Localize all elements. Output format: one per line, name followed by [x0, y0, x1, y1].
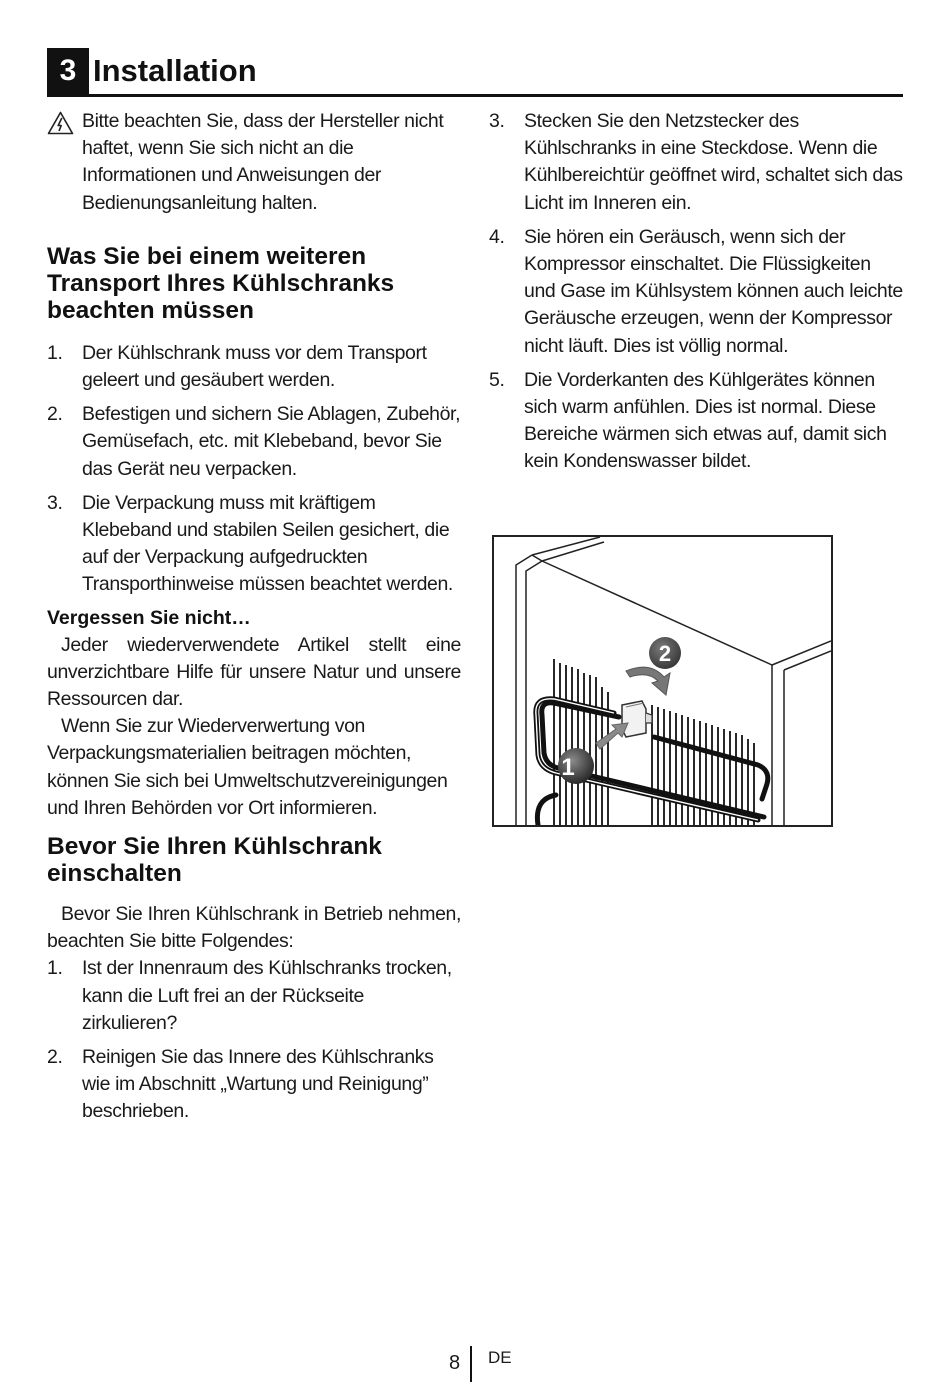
page-number: 8	[449, 1352, 461, 1374]
list-item	[489, 108, 903, 217]
list-text: Ist der Innenraum des Kühlschranks trocken, kann die Luft frei an der Rückseite zirkulieren?	[82, 957, 452, 1034]
list-item	[47, 955, 461, 1037]
list-item	[489, 224, 903, 360]
list-number: 4.	[489, 225, 505, 248]
fridge-cabinet-lines	[516, 537, 831, 825]
forget-paragraph-2: Wenn Sie zur Wiederverwertung von Verpackungsmaterialien beitragen möchten, können Sie sich bei Umweltschutzvereinigungen und Ihren Behörden vor Ort informieren.	[47, 715, 448, 819]
list-item	[489, 367, 903, 476]
rotate-arrow-icon	[626, 667, 670, 695]
chapter-title: Installation	[93, 53, 257, 88]
list-text: Die Vorderkanten des Kühlgerätes können sich warm anfühlen. Dies ist normal. Diese Bereiche wärmen sich etwas auf, damit sich kein Kondenswasser bildet.	[524, 368, 887, 473]
list-item	[47, 1044, 461, 1126]
chapter-number: 3	[47, 48, 89, 94]
fridge-rear-illustration	[492, 535, 833, 827]
list-number: 1.	[47, 341, 63, 364]
list-text: Reinigen Sie das Innere des Kühlschranks wie im Abschnitt „Wartung und Reinigung” beschrieben.	[82, 1046, 434, 1123]
step-2-marker	[649, 637, 681, 669]
list-item	[47, 401, 461, 483]
step-1-marker	[558, 748, 594, 784]
transport-list	[47, 340, 461, 599]
step-1-label: 1	[561, 754, 575, 781]
chapter-header	[47, 48, 903, 97]
before-intro: Bevor Sie Ihren Kühlschrank in Betrieb nehmen, beachten Sie bitte Folgendes:	[47, 903, 461, 953]
warning-note	[47, 108, 461, 217]
list-number: 1.	[47, 957, 63, 980]
left-column	[47, 108, 461, 1126]
forget-heading: Vergessen Sie nicht…	[47, 606, 251, 629]
list-number: 3.	[47, 491, 63, 514]
footer-divider	[470, 1346, 472, 1382]
warning-text: Bitte beachten Sie, dass der Hersteller nicht haftet, wenn Sie sich nicht an die Informationen und Anweisungen der Bedienungsanleitung halten.	[82, 110, 444, 214]
list-item	[47, 340, 461, 394]
push-arrow-icon	[596, 723, 628, 749]
list-text: Befestigen und sichern Sie Ablagen, Zubehör, Gemüsefach, etc. mit Klebeband, bevor Sie das Gerät neu verpacken.	[82, 403, 461, 480]
list-number: 3.	[489, 110, 505, 132]
step-2-label: 2	[658, 641, 672, 666]
list-number: 2.	[47, 1046, 63, 1069]
page-footer	[0, 1346, 950, 1382]
transport-heading: Was Sie bei einem weiteren Transport Ihres Kühlschranks beachten müssen	[47, 242, 395, 324]
list-text: Stecken Sie den Netzstecker des Kühlschranks in eine Steckdose. Wenn die Kühlbereichtür geöffnet wird, schaltet sich das Licht im Inneren ein.	[524, 110, 903, 214]
list-text: Die Verpackung muss mit kräftigem Klebeband und stabilen Seilen gesichert, die auf der Verpackung aufgedruckten Transporthinweise müssen beachtet werden.	[82, 491, 453, 596]
language-code: DE	[488, 1348, 512, 1367]
list-item	[47, 490, 461, 599]
spacer-part	[622, 701, 652, 737]
warning-triangle-icon	[47, 111, 74, 135]
list-text: Sie hören ein Geräusch, wenn sich der Kompressor einschaltet. Die Flüssigkeiten und Gase im Kühlsystem können auch leichte Geräusche erzeugen, wenn der Kompressor nicht läuft. Dies ist völlig normal.	[524, 225, 903, 357]
list-number: 5.	[489, 368, 505, 391]
before-list-left	[47, 955, 461, 1125]
list-number: 2.	[47, 403, 63, 426]
forget-paragraph-1: Jeder wiederverwendete Artikel stellt eine unverzichtbare Hilfe für unsere Natur und unsere Ressourcen dar.	[47, 633, 461, 711]
right-column	[489, 108, 903, 476]
before-heading: Bevor Sie Ihren Kühlschrank einschalten	[47, 833, 382, 888]
list-text: Der Kühlschrank muss vor dem Transport geleert und gesäubert werden.	[82, 341, 427, 392]
before-list-right	[489, 108, 903, 476]
